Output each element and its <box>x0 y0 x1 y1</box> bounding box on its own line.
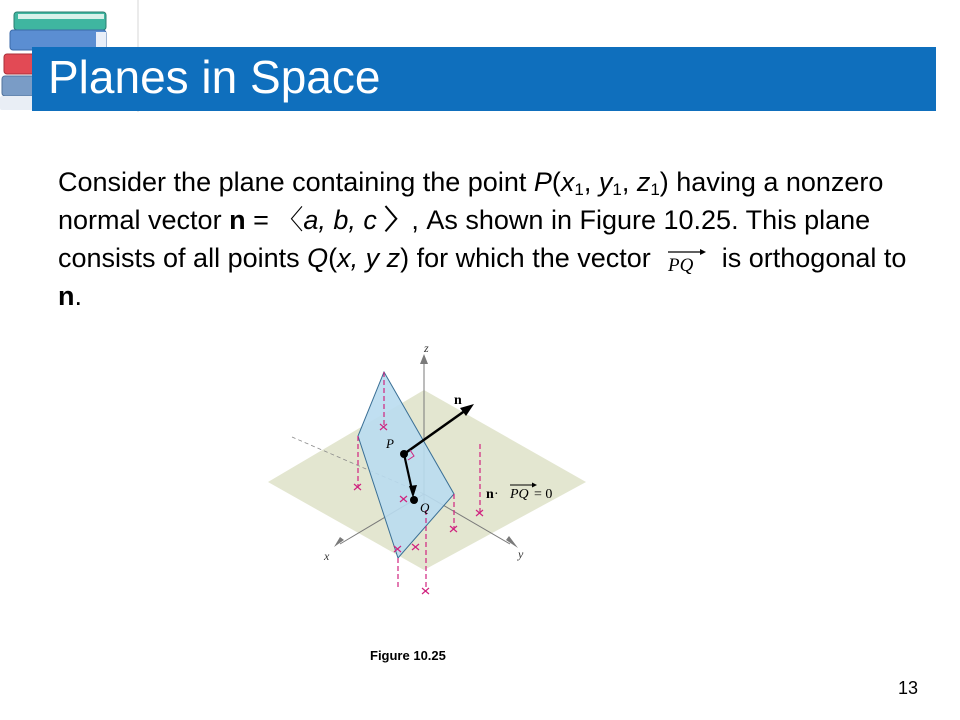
text-run: ( <box>328 243 338 273</box>
z-axis-label: z <box>424 341 429 355</box>
text-run: = <box>245 205 277 235</box>
left-angle: 〈 <box>276 205 304 235</box>
normal-n-label: n <box>454 393 462 408</box>
text-run: ) for which the vector <box>400 243 659 273</box>
text-run: ( <box>551 167 561 197</box>
point-q-dot <box>410 496 418 504</box>
body-paragraph <box>58 163 918 315</box>
equation-n: n <box>486 487 494 502</box>
x-axis-label: x <box>324 549 330 563</box>
text-run: , <box>621 167 637 197</box>
coords-xyz: x, y z <box>337 243 401 273</box>
slide-title: Planes in Space <box>48 51 381 103</box>
text-run: is orthogonal to <box>714 243 907 273</box>
text-run: Consider the plane containing the point <box>58 167 534 197</box>
equation-rhs: = 0 <box>534 487 553 502</box>
point-q-label: Q <box>420 500 430 515</box>
page-number: 13 <box>898 678 919 698</box>
var-z: z <box>636 167 651 197</box>
right-angle: 〉 <box>384 205 412 235</box>
subscript: 1 <box>574 180 584 199</box>
title-bar <box>32 47 936 111</box>
equation-vector: PQ <box>510 487 529 502</box>
components-abc: a, b, c <box>303 205 385 235</box>
y-axis-label: y <box>518 547 524 561</box>
vector-pq-label: PQ <box>668 255 694 276</box>
var-y: y <box>598 167 613 197</box>
text-run: , <box>583 167 599 197</box>
text-run: , As shown in Figure 10.25. This plane consists of all points <box>58 205 871 273</box>
figure-caption: Figure 10.25 <box>370 648 446 663</box>
subscript: 1 <box>650 180 660 199</box>
equation-dot: · <box>494 487 499 502</box>
normal-vector-n: n <box>229 205 246 235</box>
text-run: . <box>74 281 83 311</box>
vector-pq-icon <box>658 246 714 276</box>
normal-vector-n: n <box>58 281 75 311</box>
plane-figure <box>262 332 588 608</box>
point-p: P <box>533 167 552 197</box>
var-x: x <box>560 167 575 197</box>
point-q: Q <box>307 243 329 273</box>
subscript: 1 <box>612 180 622 199</box>
point-p-dot <box>400 450 408 458</box>
point-p-label: P <box>386 436 394 451</box>
text-run: ) having a nonzero normal vector <box>58 167 884 235</box>
